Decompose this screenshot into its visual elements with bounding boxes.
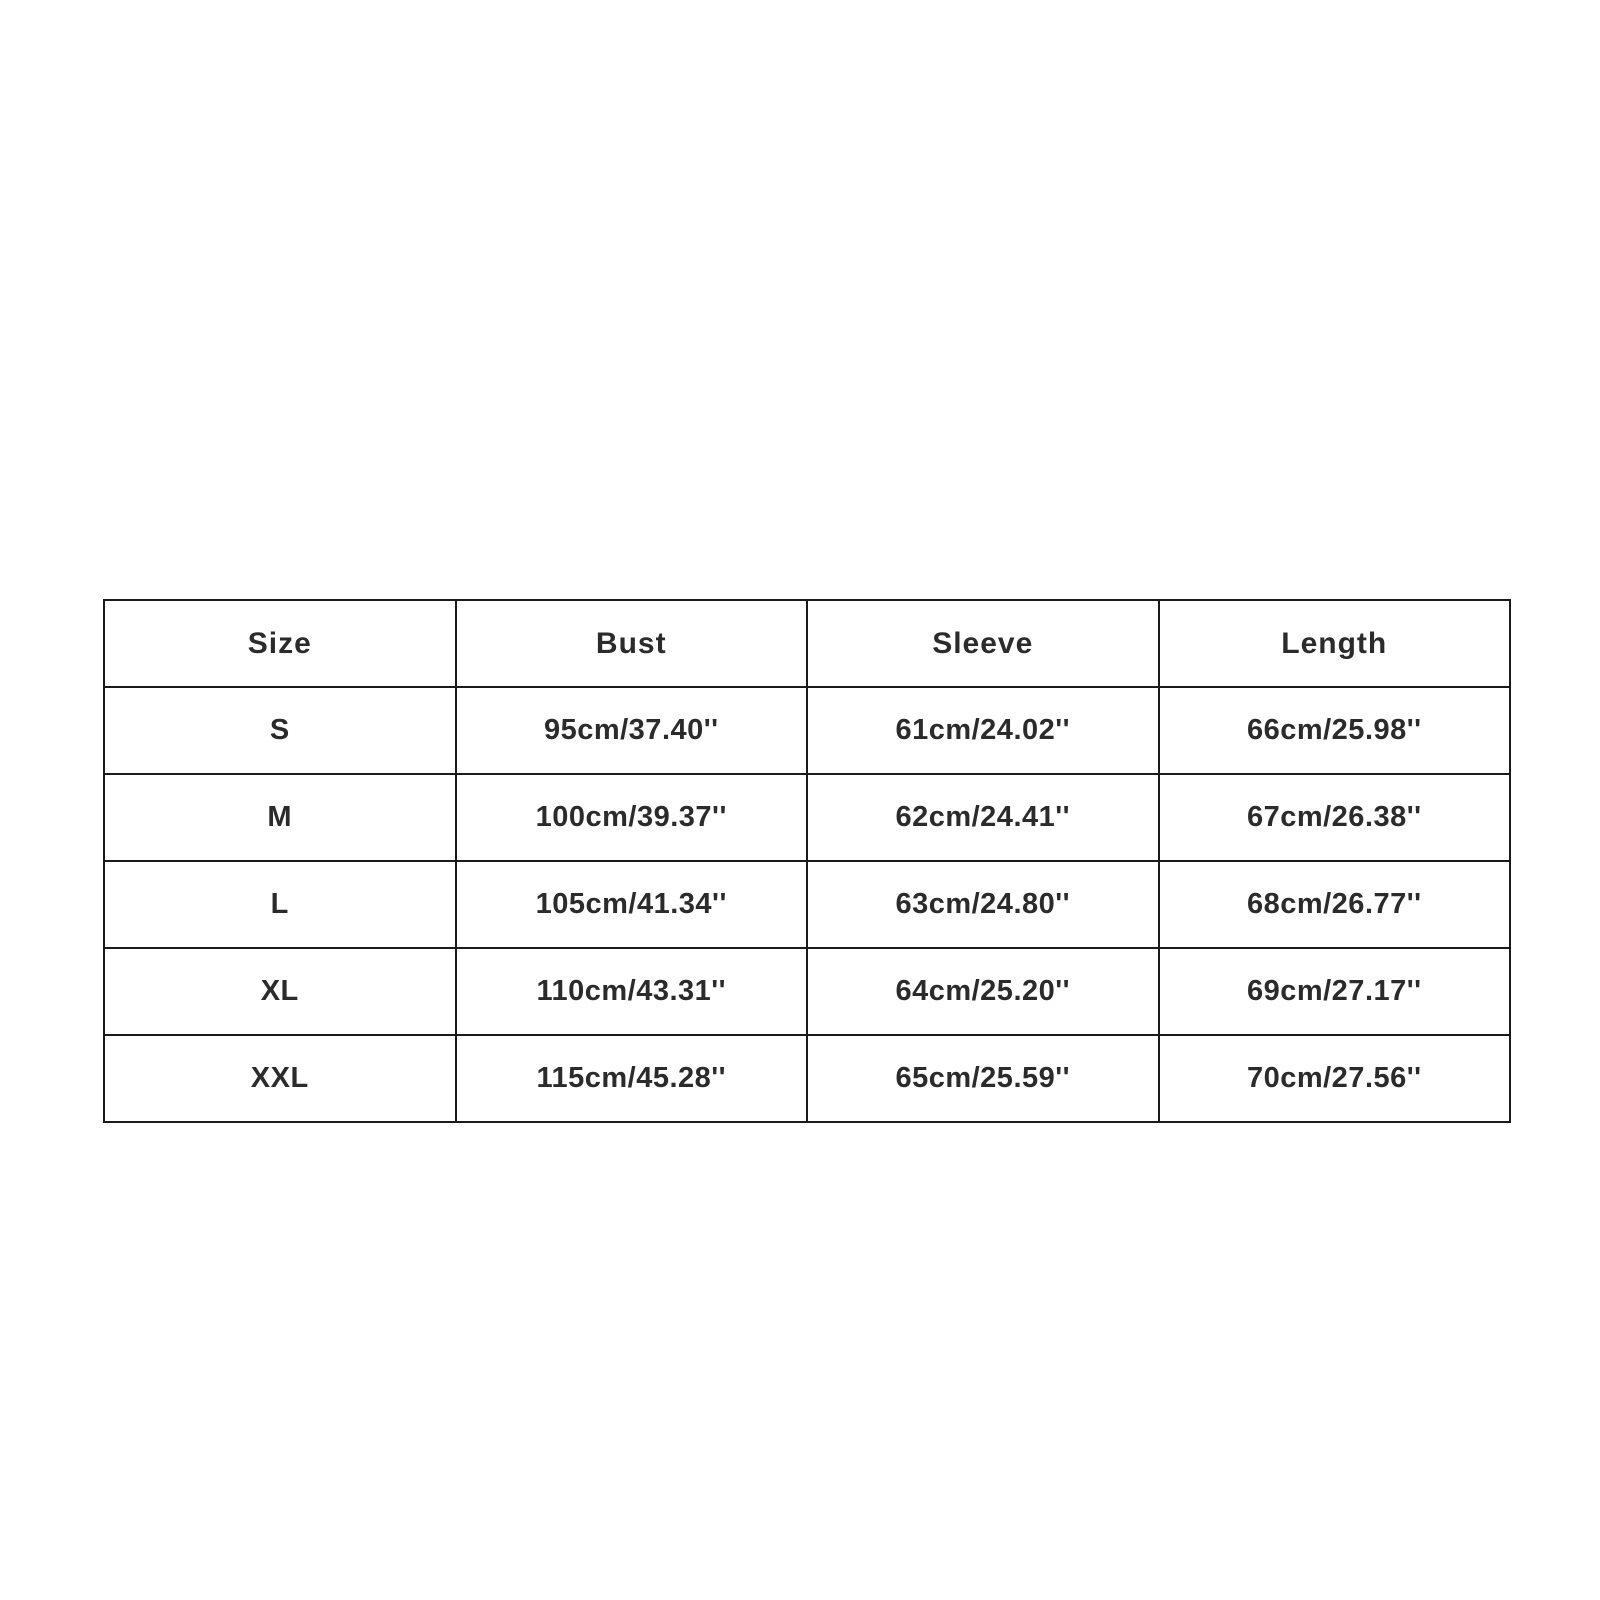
sleeve-cell: 62cm/24.41'' [807,774,1159,861]
header-sleeve: Sleeve [807,600,1159,687]
table-row [104,861,1510,948]
length-cell: 66cm/25.98'' [1159,687,1511,774]
size-cell: XL [104,948,456,1035]
size-cell: XXL [104,1035,456,1122]
sleeve-cell: 61cm/24.02'' [807,687,1159,774]
sleeve-cell: 65cm/25.59'' [807,1035,1159,1122]
length-cell: 70cm/27.56'' [1159,1035,1511,1122]
table-row [104,687,1510,774]
length-cell: 68cm/26.77'' [1159,861,1511,948]
table-row [104,1035,1510,1122]
size-chart-table [103,599,1511,1123]
header-bust: Bust [456,600,808,687]
sleeve-cell: 64cm/25.20'' [807,948,1159,1035]
length-cell: 67cm/26.38'' [1159,774,1511,861]
header-length: Length [1159,600,1511,687]
bust-cell: 110cm/43.31'' [456,948,808,1035]
bust-cell: 95cm/37.40'' [456,687,808,774]
bust-cell: 100cm/39.37'' [456,774,808,861]
header-size: Size [104,600,456,687]
size-cell: S [104,687,456,774]
size-cell: L [104,861,456,948]
table-row [104,948,1510,1035]
header-row [104,600,1510,687]
sleeve-cell: 63cm/24.80'' [807,861,1159,948]
length-cell: 69cm/27.17'' [1159,948,1511,1035]
bust-cell: 105cm/41.34'' [456,861,808,948]
table-row [104,774,1510,861]
bust-cell: 115cm/45.28'' [456,1035,808,1122]
size-cell: M [104,774,456,861]
